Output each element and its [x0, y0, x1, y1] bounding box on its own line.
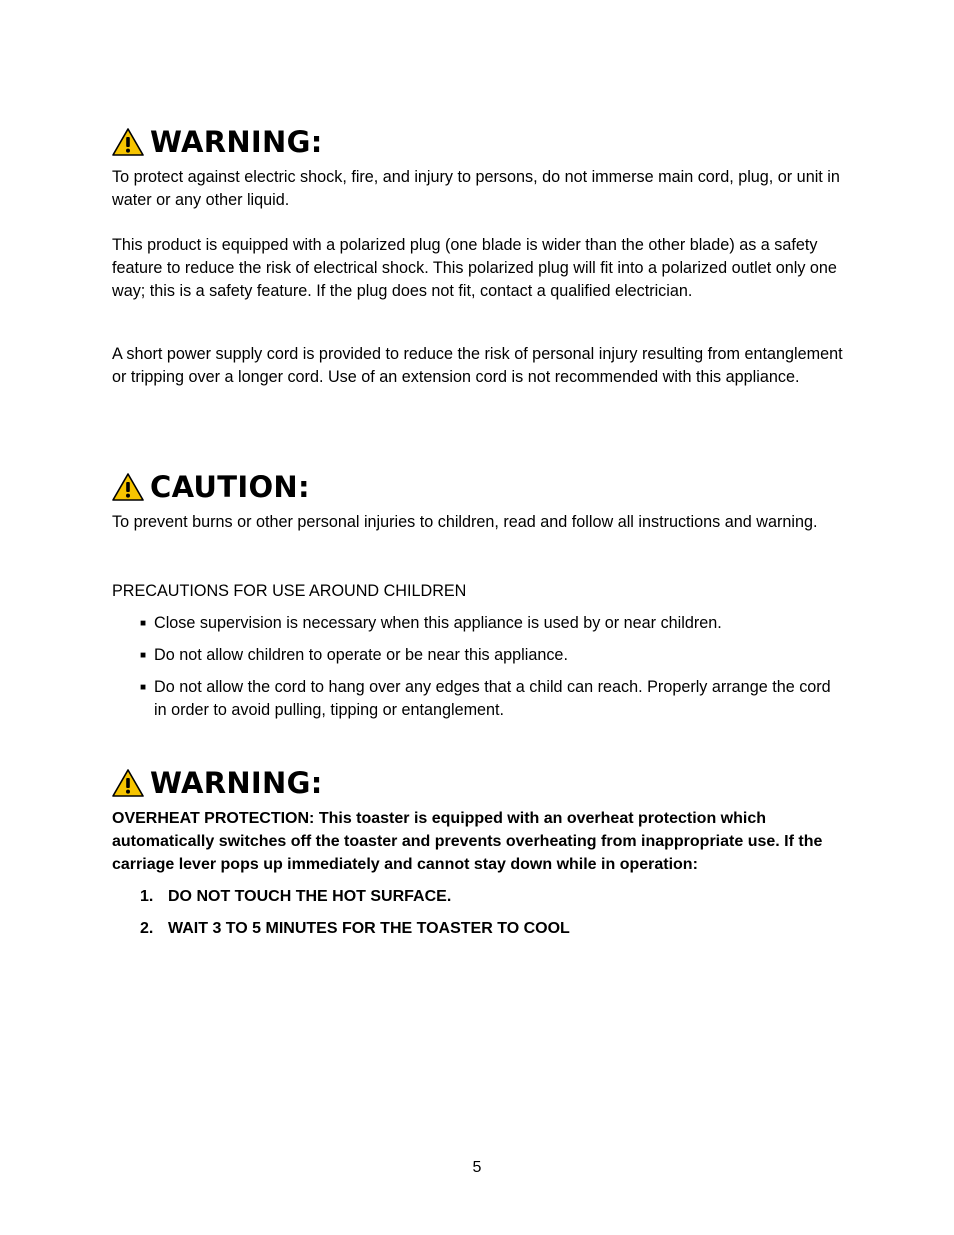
- warning-triangle-icon: [112, 769, 144, 797]
- list-item: [140, 676, 845, 722]
- precautions-subheading: PRECAUTIONS FOR USE AROUND CHILDREN: [112, 582, 467, 600]
- section-title: CAUTION:: [150, 470, 310, 504]
- bullet-square-icon: ■: [140, 618, 147, 629]
- warning-paragraph: To protect against electric shock, fire, and injury to persons, do not immerse main cord, plug, or unit in water or any other liquid.: [112, 168, 840, 209]
- caution-paragraph: To prevent burns or other personal injuries to children, read and follow all instructions and warning.: [112, 513, 818, 531]
- overheat-protection-paragraph: OVERHEAT PROTECTION: This toaster is equipped with an overheat protection which automatically switches off the toaster and prevents overheating from inappropriate use. If the carriage lever pops up immediately and cannot stay down while in operation:: [112, 810, 823, 873]
- warning-heading-2: [112, 765, 323, 801]
- warning-triangle-icon: [112, 473, 144, 501]
- bullet-square-icon: ■: [140, 650, 147, 661]
- bullet-square-icon: ■: [140, 682, 147, 693]
- list-item-text: Do not allow children to operate or be near this appliance.: [154, 646, 568, 664]
- list-item: [140, 644, 845, 667]
- warning-heading-1: [112, 124, 323, 160]
- caution-heading: [112, 469, 310, 505]
- list-item-text: WAIT 3 TO 5 MINUTES FOR THE TOASTER TO COOL: [168, 920, 570, 937]
- list-number: 2.: [140, 920, 154, 937]
- list-item: [140, 612, 845, 635]
- list-item: [140, 917, 845, 940]
- list-item: [140, 885, 845, 908]
- list-item-text: DO NOT TOUCH THE HOT SURFACE.: [168, 888, 452, 905]
- list-number: 1.: [140, 888, 154, 905]
- section-title: WARNING:: [150, 125, 323, 159]
- warning-triangle-icon: [112, 128, 144, 156]
- section-title: WARNING:: [150, 766, 323, 800]
- list-item-text: Do not allow the cord to hang over any edges that a child can reach. Properly arrange the cord in order to avoid pulling, tipping or entanglement.: [154, 678, 831, 719]
- page-number: 5: [472, 1159, 482, 1176]
- power-cord-paragraph: A short power supply cord is provided to reduce the risk of personal injury resulting from entanglement or tripping over a longer cord. Use of an extension cord is not recommended with this appliance.: [112, 345, 843, 386]
- list-item-text: Close supervision is necessary when this appliance is used by or near children.: [154, 614, 722, 632]
- polarized-plug-paragraph: This product is equipped with a polarized plug (one blade is wider than the other blade) as a safety feature to reduce the risk of electrical shock. This polarized plug will fit into a polarized outlet only one way; this is a safety feature. If the plug does not fit, contact a qualified electrician.: [112, 236, 837, 300]
